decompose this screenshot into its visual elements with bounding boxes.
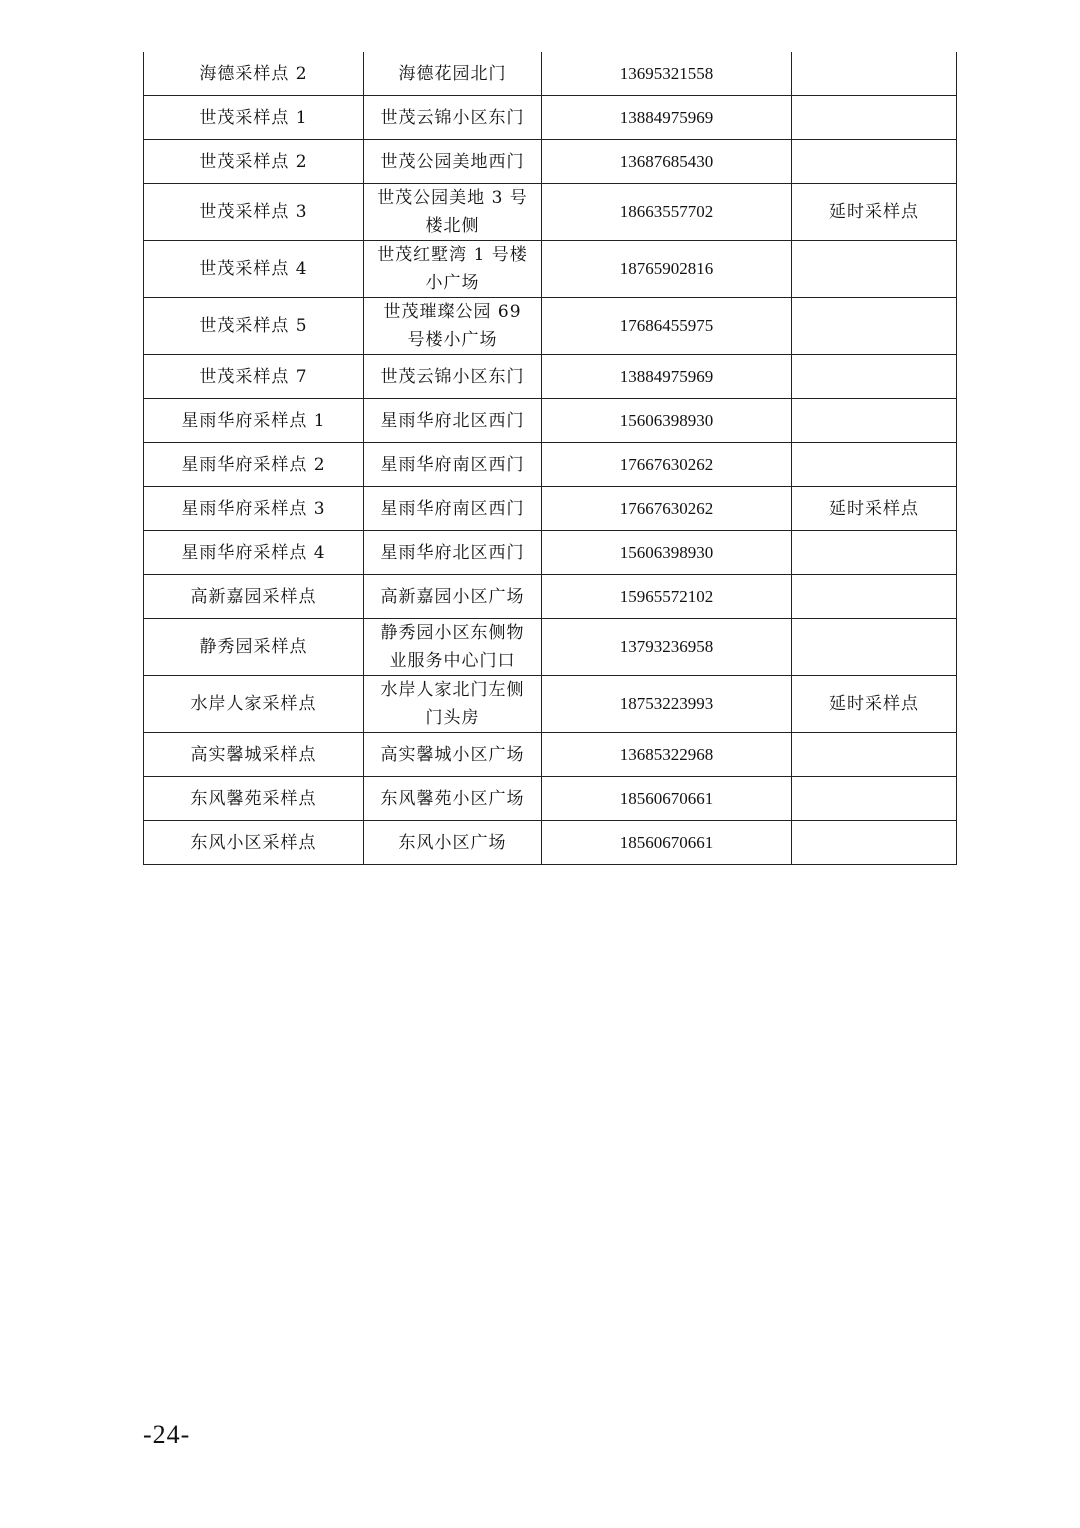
site-phone-cell: 15965572102 [542,575,792,619]
site-name-cell: 高实馨城采样点 [144,733,364,777]
site-address-cell: 海德花园北门 [364,52,542,96]
site-phone-cell: 13884975969 [542,355,792,399]
site-address-cell: 高实馨城小区广场 [364,733,542,777]
site-note-cell [792,355,957,399]
site-note-cell: 延时采样点 [792,676,957,733]
page-number: -24- [143,1420,191,1449]
table-row [144,355,957,399]
site-phone-cell: 15606398930 [542,399,792,443]
site-note-cell [792,733,957,777]
site-phone-cell: 13695321558 [542,52,792,96]
sampling-sites-table [143,52,957,865]
site-name-cell: 东风小区采样点 [144,821,364,865]
table-row [144,52,957,96]
site-phone-cell: 17667630262 [542,487,792,531]
table-row [144,96,957,140]
site-phone-cell: 18753223993 [542,676,792,733]
site-name-cell: 世茂采样点 1 [144,96,364,140]
site-address-cell: 星雨华府南区西门 [364,443,542,487]
site-note-cell [792,443,957,487]
site-note-cell [792,575,957,619]
site-note-cell [792,96,957,140]
site-phone-cell: 18560670661 [542,821,792,865]
site-name-cell: 东风馨苑采样点 [144,777,364,821]
site-address-cell: 星雨华府南区西门 [364,487,542,531]
site-name-cell: 星雨华府采样点 1 [144,399,364,443]
site-note-cell [792,241,957,298]
site-note-cell [792,821,957,865]
site-address-cell: 世茂公园美地 3 号楼北侧 [364,184,542,241]
site-name-cell: 高新嘉园采样点 [144,575,364,619]
site-note-cell [792,140,957,184]
site-note-cell [792,298,957,355]
site-address-cell: 世茂红墅湾 1 号楼小广场 [364,241,542,298]
site-name-cell: 世茂采样点 3 [144,184,364,241]
site-address-cell: 水岸人家北门左侧门头房 [364,676,542,733]
table-row [144,733,957,777]
site-phone-cell: 13687685430 [542,140,792,184]
table-row [144,184,957,241]
table-row [144,298,957,355]
table-row [144,443,957,487]
site-phone-cell: 17686455975 [542,298,792,355]
site-phone-cell: 13884975969 [542,96,792,140]
site-address-cell: 东风馨苑小区广场 [364,777,542,821]
site-address-cell: 星雨华府北区西门 [364,531,542,575]
site-name-cell: 世茂采样点 7 [144,355,364,399]
site-note-cell [792,399,957,443]
site-address-cell: 世茂云锦小区东门 [364,355,542,399]
site-note-cell [792,52,957,96]
site-address-cell: 世茂璀璨公园 69 号楼小广场 [364,298,542,355]
table-row [144,487,957,531]
site-address-cell: 世茂云锦小区东门 [364,96,542,140]
table-row [144,777,957,821]
table-row [144,821,957,865]
site-address-cell: 静秀园小区东侧物业服务中心门口 [364,619,542,676]
table-row [144,399,957,443]
table-row [144,575,957,619]
site-phone-cell: 17667630262 [542,443,792,487]
site-name-cell: 世茂采样点 5 [144,298,364,355]
site-phone-cell: 18765902816 [542,241,792,298]
site-name-cell: 静秀园采样点 [144,619,364,676]
site-phone-cell: 13793236958 [542,619,792,676]
site-name-cell: 世茂采样点 4 [144,241,364,298]
site-name-cell: 海德采样点 2 [144,52,364,96]
site-address-cell: 东风小区广场 [364,821,542,865]
site-address-cell: 高新嘉园小区广场 [364,575,542,619]
site-address-cell: 星雨华府北区西门 [364,399,542,443]
site-phone-cell: 18560670661 [542,777,792,821]
site-name-cell: 水岸人家采样点 [144,676,364,733]
site-note-cell [792,531,957,575]
site-name-cell: 星雨华府采样点 4 [144,531,364,575]
site-note-cell: 延时采样点 [792,184,957,241]
table-body [144,52,957,865]
site-name-cell: 星雨华府采样点 3 [144,487,364,531]
site-phone-cell: 13685322968 [542,733,792,777]
site-note-cell: 延时采样点 [792,487,957,531]
site-phone-cell: 18663557702 [542,184,792,241]
site-name-cell: 世茂采样点 2 [144,140,364,184]
table-row [144,619,957,676]
site-address-cell: 世茂公园美地西门 [364,140,542,184]
table-row [144,531,957,575]
site-phone-cell: 15606398930 [542,531,792,575]
table-row [144,676,957,733]
table-row [144,140,957,184]
table-row [144,241,957,298]
site-name-cell: 星雨华府采样点 2 [144,443,364,487]
site-note-cell [792,619,957,676]
site-note-cell [792,777,957,821]
